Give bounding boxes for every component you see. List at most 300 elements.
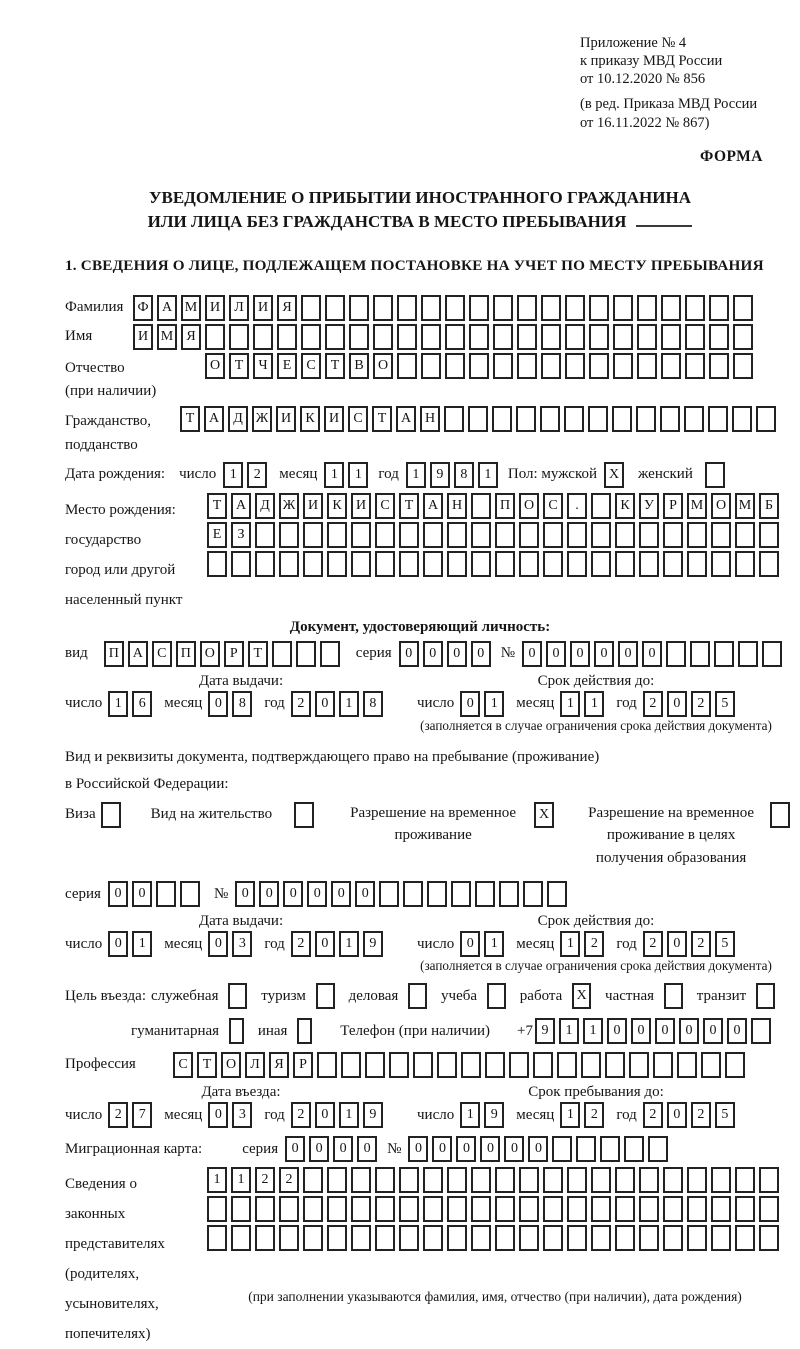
residence-issue-year bbox=[291, 931, 387, 957]
identity-validity-date: число 0 1 месяц 1 1 год 2 0 2 5 bbox=[417, 691, 775, 717]
form-cell: Б bbox=[759, 493, 779, 519]
form-cell: А bbox=[204, 406, 224, 432]
form-cell: С bbox=[348, 406, 368, 432]
firstname-row bbox=[65, 324, 775, 350]
form-cell: 1 bbox=[324, 462, 344, 488]
form-cell bbox=[471, 1167, 491, 1193]
form-cell: И bbox=[205, 295, 225, 321]
form-cell bbox=[375, 1196, 395, 1222]
form-cell bbox=[255, 551, 275, 577]
form-cell bbox=[303, 522, 323, 548]
purpose-tourism-label: туризм bbox=[261, 987, 306, 1004]
form-cell bbox=[519, 551, 539, 577]
form-cell: 1 bbox=[207, 1167, 227, 1193]
form-cell bbox=[403, 881, 423, 907]
form-cell bbox=[751, 1018, 771, 1044]
form-cell: 1 bbox=[559, 1018, 579, 1044]
purpose-humanitarian-label: гуманитарная bbox=[131, 1022, 220, 1039]
form-cell: 0 bbox=[631, 1018, 651, 1044]
form-cell bbox=[615, 1225, 635, 1251]
form-cell: 0 bbox=[309, 1136, 329, 1162]
form-cell: 0 bbox=[679, 1018, 699, 1044]
form-cell: А bbox=[231, 493, 251, 519]
form-cell: 0 bbox=[235, 881, 255, 907]
form-cell: 0 bbox=[432, 1136, 452, 1162]
validity-restriction-note: (заполняется в случае ограничения срока действия документа) bbox=[420, 958, 772, 974]
form-cell: 1 bbox=[460, 1102, 480, 1128]
form-cell: Л bbox=[229, 295, 249, 321]
form-cell: Е bbox=[207, 522, 227, 548]
form-cell: Н bbox=[420, 406, 440, 432]
form-cell bbox=[687, 1167, 707, 1193]
form-cell bbox=[687, 522, 707, 548]
form-cell: Т bbox=[372, 406, 392, 432]
residence-series-row bbox=[65, 881, 775, 907]
form-cell bbox=[533, 1052, 553, 1078]
form-cell bbox=[759, 551, 779, 577]
sex-female-label: женский bbox=[638, 466, 693, 483]
form-cell: 2 bbox=[643, 1102, 663, 1128]
form-cell bbox=[663, 522, 683, 548]
validity-date-title: Срок действия до: bbox=[537, 913, 655, 930]
migration-card-row bbox=[65, 1136, 775, 1162]
form-cell bbox=[639, 1167, 659, 1193]
form-cell bbox=[516, 406, 536, 432]
form-cell bbox=[733, 353, 753, 379]
migration-number-cells bbox=[408, 1136, 672, 1162]
form-cell: 1 bbox=[478, 462, 498, 488]
form-cell bbox=[605, 1052, 625, 1078]
month-label: месяц bbox=[279, 466, 318, 483]
form-cell bbox=[600, 1136, 620, 1162]
form-cell bbox=[180, 881, 200, 907]
form-cell bbox=[447, 522, 467, 548]
representatives-row-1 bbox=[207, 1167, 783, 1193]
form-cell bbox=[690, 641, 710, 667]
purpose-other-label: иная bbox=[257, 1022, 288, 1039]
form-cell: 1 bbox=[348, 462, 368, 488]
form-cell: 1 bbox=[339, 1102, 359, 1128]
form-cell bbox=[735, 1167, 755, 1193]
surname-row bbox=[65, 295, 775, 321]
form-cell: С bbox=[152, 641, 172, 667]
number-sign: № bbox=[500, 645, 515, 662]
purpose-study-checkbox bbox=[487, 983, 506, 1009]
form-cell bbox=[399, 522, 419, 548]
form-cell bbox=[639, 1225, 659, 1251]
birth-date-label: Дата рождения: bbox=[65, 466, 166, 483]
form-cell bbox=[733, 324, 753, 350]
form-cell bbox=[317, 1052, 337, 1078]
form-cell: 2 bbox=[279, 1167, 299, 1193]
form-cell bbox=[637, 295, 657, 321]
identity-issue-year bbox=[291, 691, 387, 717]
form-cell bbox=[543, 1196, 563, 1222]
form-cell bbox=[567, 1225, 587, 1251]
form-cell: Д bbox=[255, 493, 275, 519]
form-cell bbox=[327, 1225, 347, 1251]
form-cell bbox=[615, 551, 635, 577]
form-cell bbox=[565, 324, 585, 350]
form-cell bbox=[685, 324, 705, 350]
series-label: серия bbox=[242, 1140, 279, 1157]
sex-male-checkbox: X bbox=[604, 462, 624, 488]
form-cell bbox=[663, 1225, 683, 1251]
form-cell: С bbox=[375, 493, 395, 519]
form-cell bbox=[397, 353, 417, 379]
form-cell bbox=[708, 406, 728, 432]
form-cell: Л bbox=[245, 1052, 265, 1078]
residence-issue-date: число 0 1 месяц 0 3 год 2 0 1 9 bbox=[65, 931, 417, 957]
form-cell: 0 bbox=[108, 931, 128, 957]
form-cell: Я bbox=[269, 1052, 289, 1078]
identity-issue-month bbox=[208, 691, 256, 717]
number-sign: № bbox=[387, 1140, 402, 1157]
form-cell: 0 bbox=[471, 641, 491, 667]
form-cell bbox=[547, 881, 567, 907]
form-cell bbox=[255, 522, 275, 548]
purpose-humanitarian-checkbox bbox=[229, 1018, 244, 1044]
form-cell: 0 bbox=[283, 881, 303, 907]
form-cell bbox=[469, 324, 489, 350]
form-cell: 0 bbox=[570, 641, 590, 667]
form-cell: 2 bbox=[691, 691, 711, 717]
form-cell: 1 bbox=[560, 1102, 580, 1128]
form-cell: 9 bbox=[363, 931, 383, 957]
form-cell bbox=[661, 295, 681, 321]
patronymic-label: Отчество (при наличии) bbox=[65, 359, 157, 400]
form-cell bbox=[589, 324, 609, 350]
form-cell: М bbox=[157, 324, 177, 350]
purpose-row bbox=[65, 983, 775, 1009]
form-cell: 7 bbox=[132, 1102, 152, 1128]
surname-cells bbox=[133, 295, 757, 321]
identity-issue-day bbox=[108, 691, 156, 717]
form-cell: 0 bbox=[546, 641, 566, 667]
series-label: серия bbox=[65, 885, 101, 902]
form-cell: Т bbox=[207, 493, 227, 519]
form-cell bbox=[253, 324, 273, 350]
form-cell: П bbox=[495, 493, 515, 519]
form-cell: 0 bbox=[727, 1018, 747, 1044]
purpose-private-label: частная bbox=[605, 987, 655, 1004]
form-cell bbox=[711, 1225, 731, 1251]
issue-date-title: Дата выдачи: bbox=[198, 672, 284, 689]
form-cell bbox=[613, 324, 633, 350]
purpose-work-checkbox: X bbox=[572, 983, 591, 1009]
form-cell bbox=[495, 1196, 515, 1222]
form-cell bbox=[255, 1196, 275, 1222]
form-cell: . bbox=[567, 493, 587, 519]
form-cell: П bbox=[104, 641, 124, 667]
form-cell bbox=[591, 493, 611, 519]
form-cell bbox=[325, 324, 345, 350]
annex-line: Приложение № 4 bbox=[580, 35, 687, 51]
birth-place-row-1 bbox=[207, 493, 783, 519]
form-cell bbox=[519, 1167, 539, 1193]
form-cell bbox=[677, 1052, 697, 1078]
form-cell bbox=[687, 1196, 707, 1222]
form-cell: С bbox=[301, 353, 321, 379]
form-cell bbox=[759, 1225, 779, 1251]
form-cell bbox=[523, 881, 543, 907]
form-cell: 0 bbox=[642, 641, 662, 667]
form-cell bbox=[519, 522, 539, 548]
purpose-other-checkbox bbox=[297, 1018, 312, 1044]
form-cell bbox=[517, 324, 537, 350]
form-cell: 8 bbox=[232, 691, 252, 717]
form-cell bbox=[711, 1167, 731, 1193]
surname-label: Фамилия bbox=[65, 298, 124, 315]
form-cell bbox=[541, 324, 561, 350]
form-cell: 2 bbox=[584, 931, 604, 957]
form-cell bbox=[351, 1196, 371, 1222]
form-cell bbox=[447, 1196, 467, 1222]
form-cell bbox=[327, 1196, 347, 1222]
form-cell: 0 bbox=[607, 1018, 627, 1044]
form-cell bbox=[495, 1167, 515, 1193]
representatives-row-2 bbox=[207, 1196, 783, 1222]
form-cell: Ф bbox=[133, 295, 153, 321]
form-cell bbox=[229, 324, 249, 350]
form-cell bbox=[423, 1196, 443, 1222]
form-cell bbox=[365, 1052, 385, 1078]
birth-place-cells bbox=[207, 493, 783, 580]
form-cell: 5 bbox=[715, 691, 735, 717]
form-cell bbox=[399, 551, 419, 577]
form-cell bbox=[272, 641, 292, 667]
purpose-label: Цель въезда: bbox=[65, 987, 146, 1004]
form-cell bbox=[373, 295, 393, 321]
profession-cells bbox=[173, 1052, 749, 1078]
form-cell bbox=[648, 1136, 668, 1162]
form-cell: 0 bbox=[315, 931, 335, 957]
stay-until-title: Срок пребывания до: bbox=[528, 1084, 664, 1101]
form-cell bbox=[591, 522, 611, 548]
form-cell bbox=[421, 353, 441, 379]
form-cell bbox=[341, 1052, 361, 1078]
series-label: серия bbox=[355, 645, 392, 662]
form-cell bbox=[637, 353, 657, 379]
form-cell bbox=[543, 522, 563, 548]
stay-year bbox=[643, 1102, 739, 1128]
year-label: год bbox=[378, 466, 399, 483]
form-cell bbox=[279, 1196, 299, 1222]
form-cell bbox=[495, 1225, 515, 1251]
form-cell bbox=[375, 522, 395, 548]
residence-issue-month bbox=[208, 931, 256, 957]
form-cell: 5 bbox=[715, 1102, 735, 1128]
form-cell bbox=[615, 522, 635, 548]
form-cell: 0 bbox=[667, 1102, 687, 1128]
form-cell bbox=[207, 1225, 227, 1251]
form-cell bbox=[445, 324, 465, 350]
form-cell bbox=[701, 1052, 721, 1078]
form-cell bbox=[207, 1196, 227, 1222]
firstname-cells bbox=[133, 324, 757, 350]
form-cell bbox=[397, 324, 417, 350]
form-cell bbox=[663, 1167, 683, 1193]
form-cell bbox=[541, 295, 561, 321]
stay-month bbox=[560, 1102, 608, 1128]
form-cell bbox=[471, 493, 491, 519]
doc-number-cells bbox=[522, 641, 786, 667]
form-cell: В bbox=[349, 353, 369, 379]
purpose-tourism-checkbox bbox=[316, 983, 335, 1009]
form-cell bbox=[567, 551, 587, 577]
residence-valid-month bbox=[560, 931, 608, 957]
form-cell bbox=[279, 551, 299, 577]
form-cell: 0 bbox=[522, 641, 542, 667]
form-cell: 0 bbox=[480, 1136, 500, 1162]
form-cell bbox=[541, 353, 561, 379]
representatives-row-3 bbox=[207, 1225, 783, 1251]
birth-place-label: Место рождения: государство город или другой населенный пункт bbox=[65, 501, 183, 608]
entry-date: число 2 7 месяц 0 3 год 2 0 1 9 bbox=[65, 1102, 417, 1128]
form-cell bbox=[738, 641, 758, 667]
doc-type-cells bbox=[104, 641, 344, 667]
form-cell bbox=[687, 1225, 707, 1251]
form-cell bbox=[451, 881, 471, 907]
form-cell: 1 bbox=[584, 691, 604, 717]
form-cell bbox=[636, 406, 656, 432]
form-cell: А bbox=[423, 493, 443, 519]
form-cell: 0 bbox=[108, 881, 128, 907]
form-cell: 0 bbox=[667, 691, 687, 717]
form-cell bbox=[663, 551, 683, 577]
birth-date-row bbox=[65, 462, 775, 488]
form-cell bbox=[423, 1167, 443, 1193]
form-cell: П bbox=[176, 641, 196, 667]
form-cell: 0 bbox=[132, 881, 152, 907]
day-label: число bbox=[179, 466, 217, 483]
form-cell bbox=[735, 1225, 755, 1251]
entry-month bbox=[208, 1102, 256, 1128]
form-cell: О bbox=[711, 493, 731, 519]
form-cell bbox=[471, 522, 491, 548]
form-cell: 0 bbox=[208, 1102, 228, 1128]
title-line-1: УВЕДОМЛЕНИЕ О ПРИБЫТИИ ИНОСТРАННОГО ГРАЖДАНИНА bbox=[149, 187, 691, 207]
form-cell bbox=[735, 551, 755, 577]
form-cell bbox=[301, 295, 321, 321]
option-temporary-residence-education: Разрешение на временное проживание в целях получения образования bbox=[582, 802, 790, 870]
form-cell: 5 bbox=[715, 931, 735, 957]
form-cell: 1 bbox=[406, 462, 426, 488]
annex-line: к приказу МВД России bbox=[580, 53, 723, 70]
form-cell: 0 bbox=[528, 1136, 548, 1162]
entry-day bbox=[108, 1102, 156, 1128]
form-cell: О bbox=[200, 641, 220, 667]
purpose-business-label: деловая bbox=[348, 987, 399, 1004]
representatives-note: (при заполнении указываются фамилия, имя, отчество (при наличии), дата рождения) bbox=[248, 1289, 742, 1305]
form-cell bbox=[576, 1136, 596, 1162]
form-cell bbox=[437, 1052, 457, 1078]
form-cell: 0 bbox=[594, 641, 614, 667]
form-cell bbox=[447, 551, 467, 577]
form-cell bbox=[375, 551, 395, 577]
form-cell bbox=[509, 1052, 529, 1078]
form-cell bbox=[543, 1167, 563, 1193]
entry-year bbox=[291, 1102, 387, 1128]
form-cell: 9 bbox=[484, 1102, 504, 1128]
form-cell: Т bbox=[180, 406, 200, 432]
form-cell: Р bbox=[293, 1052, 313, 1078]
form-cell bbox=[421, 295, 441, 321]
form-cell: М bbox=[735, 493, 755, 519]
residence-validity-date: число 0 1 месяц 1 2 год 2 0 2 5 bbox=[417, 931, 775, 957]
form-cell: Д bbox=[228, 406, 248, 432]
form-cell bbox=[709, 295, 729, 321]
form-cell bbox=[684, 406, 704, 432]
form-cell bbox=[303, 551, 323, 577]
form-cell: Т bbox=[399, 493, 419, 519]
form-cell bbox=[663, 1196, 683, 1222]
form-cell bbox=[495, 522, 515, 548]
form-cell bbox=[581, 1052, 601, 1078]
form-cell: К bbox=[615, 493, 635, 519]
form-cell: 2 bbox=[255, 1167, 275, 1193]
form-cell bbox=[277, 324, 297, 350]
form-cell bbox=[468, 406, 488, 432]
form-cell: 0 bbox=[307, 881, 327, 907]
form-cell: 1 bbox=[560, 691, 580, 717]
title-line-2: ИЛИ ЛИЦА БЕЗ ГРАЖДАНСТВА В МЕСТО ПРЕБЫВАНИЯ bbox=[65, 210, 775, 235]
form-cell: 8 bbox=[363, 691, 383, 717]
form-cell: Ч bbox=[253, 353, 273, 379]
form-cell: С bbox=[173, 1052, 193, 1078]
form-cell: Ж bbox=[279, 493, 299, 519]
form-cell: 1 bbox=[108, 691, 128, 717]
form-cell bbox=[301, 324, 321, 350]
form-cell bbox=[711, 522, 731, 548]
form-cell bbox=[303, 1225, 323, 1251]
form-cell bbox=[469, 353, 489, 379]
form-cell bbox=[296, 641, 316, 667]
residence-series-cells bbox=[108, 881, 204, 907]
form-cell bbox=[493, 295, 513, 321]
residence-issue-day bbox=[108, 931, 156, 957]
title-blank-underline bbox=[636, 211, 692, 227]
form-cell: 9 bbox=[363, 1102, 383, 1128]
form-cell bbox=[379, 881, 399, 907]
purpose-work-label: работа bbox=[519, 987, 563, 1004]
form-cell: 0 bbox=[315, 691, 335, 717]
form-cell: 1 bbox=[231, 1167, 251, 1193]
form-cell bbox=[714, 641, 734, 667]
visa-checkbox bbox=[101, 802, 121, 828]
purpose-transit-label: транзит bbox=[696, 987, 747, 1004]
form-cell bbox=[591, 551, 611, 577]
phone-label: Телефон (при наличии) bbox=[340, 1022, 491, 1039]
form-cell: 0 bbox=[208, 931, 228, 957]
form-cell bbox=[303, 1196, 323, 1222]
form-cell: А bbox=[128, 641, 148, 667]
form-cell bbox=[567, 522, 587, 548]
representatives-block bbox=[65, 1167, 775, 1349]
form-cell: Е bbox=[277, 353, 297, 379]
birth-place-row-2 bbox=[207, 522, 783, 548]
firstname-label: Имя bbox=[65, 327, 93, 344]
identity-valid-year bbox=[643, 691, 739, 717]
form-cell: 1 bbox=[339, 931, 359, 957]
form-cell: 0 bbox=[447, 641, 467, 667]
form-cell: А bbox=[396, 406, 416, 432]
form-cell bbox=[492, 406, 512, 432]
form-cell bbox=[327, 1167, 347, 1193]
doc-type-label: вид bbox=[65, 645, 88, 662]
form-cell bbox=[557, 1052, 577, 1078]
form-cell: 0 bbox=[667, 931, 687, 957]
